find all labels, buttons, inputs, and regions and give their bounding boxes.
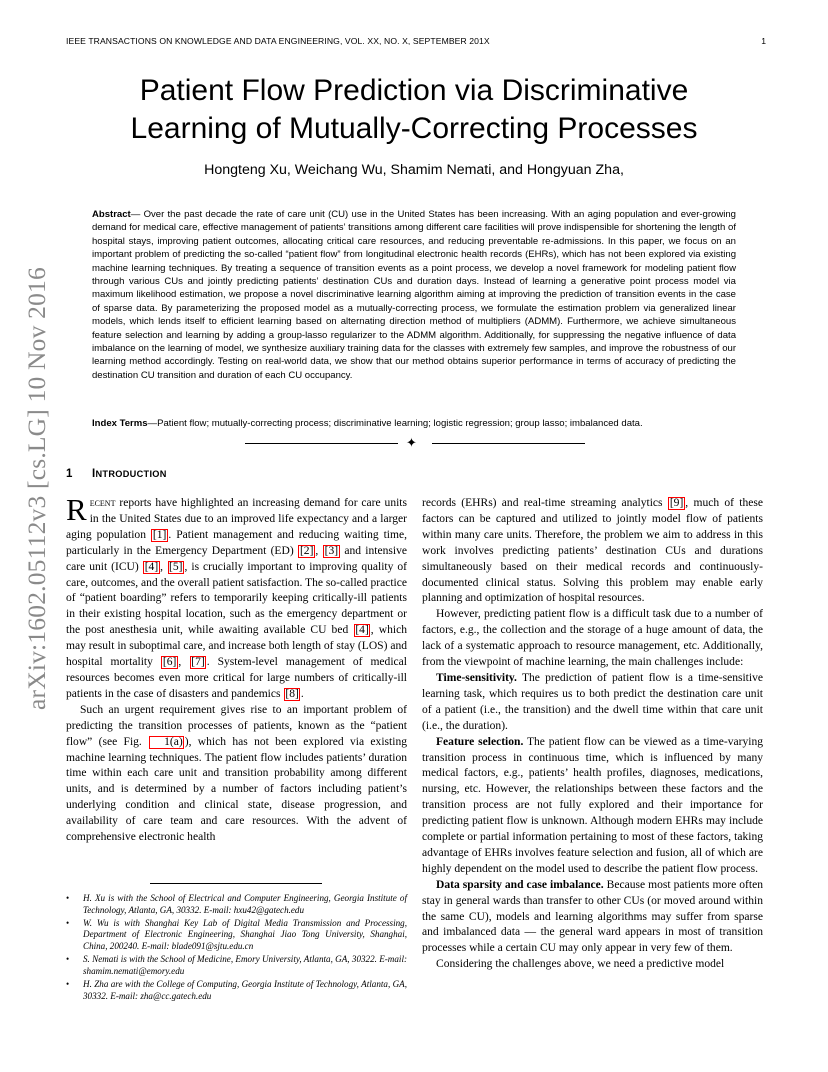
section-number: 1 (66, 468, 73, 480)
text-span: , (315, 544, 323, 557)
intro-paragraph-4: However, predicting patient flow is a difficult task due to a number of factors, e.g., the collection and the storage of a huge amount of data, the lack of a systematic approach to resource management, etc. Additionally, from the viewpoint of machine learning, the main challenges include: (422, 608, 763, 669)
bullet-icon: • (66, 954, 70, 965)
citation-link[interactable]: [1] (152, 528, 167, 541)
text-span: The patient flow can be viewed as a time-varying transition process in continuous time, which is influenced by many medical factors, e.g., patients’ health profiles, diagnoses, medications, nursing, etc. However, the relationships between these factors and the transition process are not fully explored and their importance for predicting patient flow is unknown. Although modern EHRs may include complete or partial information pertaining to most of these factors, taking advantage of EHRs involves feature selection and fusion, all of which are highly dependent on the model used to describe the patient flow process. (422, 735, 763, 875)
journal-header: IEEE TRANSACTIONS ON KNOWLEDGE AND DATA ENGINEERING, VOL. XX, NO. X, SEPTEMBER 201X (66, 36, 490, 46)
intro-paragraph-last: Considering the challenges above, we need a predictive model (436, 958, 725, 971)
citation-link[interactable]: [6] (162, 656, 177, 669)
footnote-text: H. Zha are with the College of Computing, Georgia Institute of Technology, Atlanta, GA, 30332. E-mail: zha@cc.gatech.edu (83, 978, 407, 1001)
footnote-rule (150, 883, 322, 884)
bullet-icon: • (66, 917, 70, 928)
running-header (66, 36, 766, 50)
citation-link[interactable]: [4] (144, 560, 159, 573)
abstract (92, 208, 736, 382)
text-span: Such an urgent requirement gives rise to an important problem of predicting the transition processes of patients, known as the “patient flow” (see Fig. (66, 703, 407, 748)
footnote-text: W. Wu is with Shanghai Key Lab of Digital Media Transmission and Processing, Department of Electronic Engineering, Shanghai Jiao Tong University, Shanghai, China, 200240. E-mail: blade091@sjtu.edu.cn (83, 917, 407, 951)
text-span: Because most patients more often stay in general wards than transfer to other CUs (or moved around within the same CU), models and learning algorithms may suffer from sparse and imbalanced data — the general ward appears in most of transition processes while a certain CU may only appear in very few of them. (422, 878, 763, 955)
small-caps-word: ecent (89, 497, 116, 509)
page-number: 1 (761, 36, 766, 46)
section-separator (245, 436, 585, 450)
section-title-initial: I (92, 468, 96, 480)
text-span: reports have highlighted an increasing demand for care units in the United States due to an improved life expectancy and a larger aging population (66, 497, 407, 541)
index-terms-text: —Patient flow; mutually-correcting process; discriminative learning; logistic regression; group lasso; imbalanced data. (147, 418, 643, 429)
section-heading (66, 468, 167, 480)
left-column (66, 492, 408, 878)
text-span: , (160, 560, 168, 573)
text-span: ), which has not been explored via existing machine learning techniques. The patient flow includes patients’ duration time within each care unit and transition probability among different units, and is determined by a number of factors including patient’s underlying condition and clinical state, disease progression, and availability of care team and care resources. With the advent of comprehensive electronic health (66, 735, 407, 844)
footnote-text: H. Xu is with the School of Electrical and Computer Engineering, Georgia Institute of Technology, Atlanta, GA, 30332. E-mail: hxu42@gatech.edu (83, 893, 407, 915)
figure-link[interactable]: 1(a) (149, 736, 185, 749)
text-span: . System-level management of medical resources becomes even more critical for large numbers of critically-ill patients in the case of disasters and pandemics (66, 656, 407, 700)
text-span: , is crucially important to improving quality of care, outcomes, and the overall patient satisfaction. The so-called practice of “patient boarding” refers to temporarily keeping critically-ill patients in their existing hospital location, such as the emergency department or the post anesthesia unit, while awaiting available CU bed (66, 560, 408, 637)
citation-link[interactable]: [4] (355, 624, 369, 637)
challenge-feature-selection (422, 735, 763, 878)
challenge-heading: Data sparsity and case imbalance. (436, 878, 604, 891)
challenge-heading: Feature selection. (436, 735, 524, 748)
footnote-item (66, 918, 407, 953)
text-span: , (178, 656, 190, 669)
separator-diamond-icon: ✦ (406, 435, 417, 450)
author-footnotes (66, 893, 407, 1004)
abstract-label: Abstract (92, 209, 131, 220)
abstract-text: — Over the past decade the rate of care unit (CU) use in the United States has been increasing. With an aging population and ever-growing demand for medical care, effective management of patients’ transitions among different care facilities will prove indispensible for shortening the length of hospital stays, improving patient outcomes, allocating critical care resources, and reducing preventable re-admissions. In this paper, we focus on an important problem of predicting the so-called “patient flow” from longitudinal electronic health records (EHRs), which has not been explored via existing machine learning techniques. By treating a sequence of transition events as a point process, we develop a novel framework for modeling patient flow through various CUs and jointly predicting patients’ destination CUs and duration days. Instead of learning a generative point process model via maximum likelihood estimation, we propose a novel discriminative learning algorithm aiming at improving the prediction of transition events in the case of sparse data. By parameterizing the proposed model as a mutually-correcting process, we formulate the estimation problem via generalized linear models, which lends itself to efficient learning based on alternating direction method of multipliers (ADMM). Furthermore, we achieve simultaneous feature selection and learning by adding a group-lasso regularizer to the ADMM algorithm. Additionally, for suppressing the negative influence of data imbalance on the learning of model, we synthesize auxiliary training data for the classes with extremely few samples, and improve the robustness of our learning method accordingly. Testing on real-world data, we show that our method obtains superior performance in terms of accuracy of predicting the destination CU transition and duration of each CU occupancy. (92, 209, 736, 381)
footnote-item (66, 954, 407, 977)
drop-cap: R (66, 492, 87, 527)
intro-paragraph-1 (66, 492, 408, 703)
index-terms-label: Index Terms (92, 418, 148, 429)
text-span: records (EHRs) and real-time streaming analytics (422, 497, 668, 509)
footnote-item (66, 893, 407, 916)
citation-link[interactable]: [3] (324, 544, 339, 557)
intro-paragraph-3 (422, 496, 763, 607)
separator-rule-right (432, 443, 585, 444)
text-span: , much of these factors can be captured and utilized to jointly model flow of patients within many care units. Therefore, the problem we aim to address in this work involves predicting patients’ destination CUs and durations simultaneously based on their medical records and continuously-documented clinical status. Solving this problem may enable early planning and optimization of hospital resources. (422, 497, 764, 605)
challenge-heading: Time-sensitivity. (436, 671, 517, 684)
title-line-2: Learning of Mutually-Correcting Processes (130, 112, 698, 145)
bullet-icon: • (66, 978, 70, 989)
challenge-time-sensitivity (422, 671, 763, 735)
challenge-data-sparsity (422, 878, 763, 958)
arxiv-stamp: arXiv:1602.05112v3 [cs.LG] 10 Nov 2016 (22, 267, 51, 710)
citation-link[interactable]: [5] (169, 560, 183, 573)
citation-link[interactable]: [2] (299, 544, 314, 557)
author-list: Hongteng Xu, Weichang Wu, Shamim Nemati, and Hongyuan Zha, (204, 162, 624, 178)
footnote-item (66, 979, 407, 1002)
text-span: and intensive care unit (ICU) (66, 544, 407, 573)
text-span: . (300, 687, 304, 700)
citation-link[interactable]: [9] (669, 497, 684, 509)
text-span: The prediction of patient flow is a time-sensitive learning task, which requires us to both predict the destination care unit of a patient (i.e., the transition) and the dwell time within that care unit (i.e., the duration). (422, 671, 763, 732)
citation-link[interactable]: [7] (191, 656, 205, 669)
paper-title (70, 72, 758, 148)
index-terms (92, 417, 736, 430)
citation-link[interactable]: [8] (285, 687, 299, 700)
intro-paragraph-2 (66, 703, 407, 846)
footnote-text: S. Nemati is with the School of Medicine, Emory University, Atlanta, GA, 30322. E-mail: shamim.nemati@emory.edu (83, 954, 407, 976)
separator-rule-left (245, 443, 398, 444)
text-span: . Patient management and reducing waiting time, particularly in the Emergency Department (ED) (66, 528, 407, 557)
text-span: , which may result in suboptimal care, and increase both length of stay (LOS) and hospital mortality (66, 624, 407, 669)
title-line-1: Patient Flow Prediction via Discriminative (139, 74, 689, 107)
right-column (422, 496, 763, 973)
bullet-icon: • (66, 893, 70, 903)
section-title-rest: NTRODUCTION (95, 469, 167, 479)
